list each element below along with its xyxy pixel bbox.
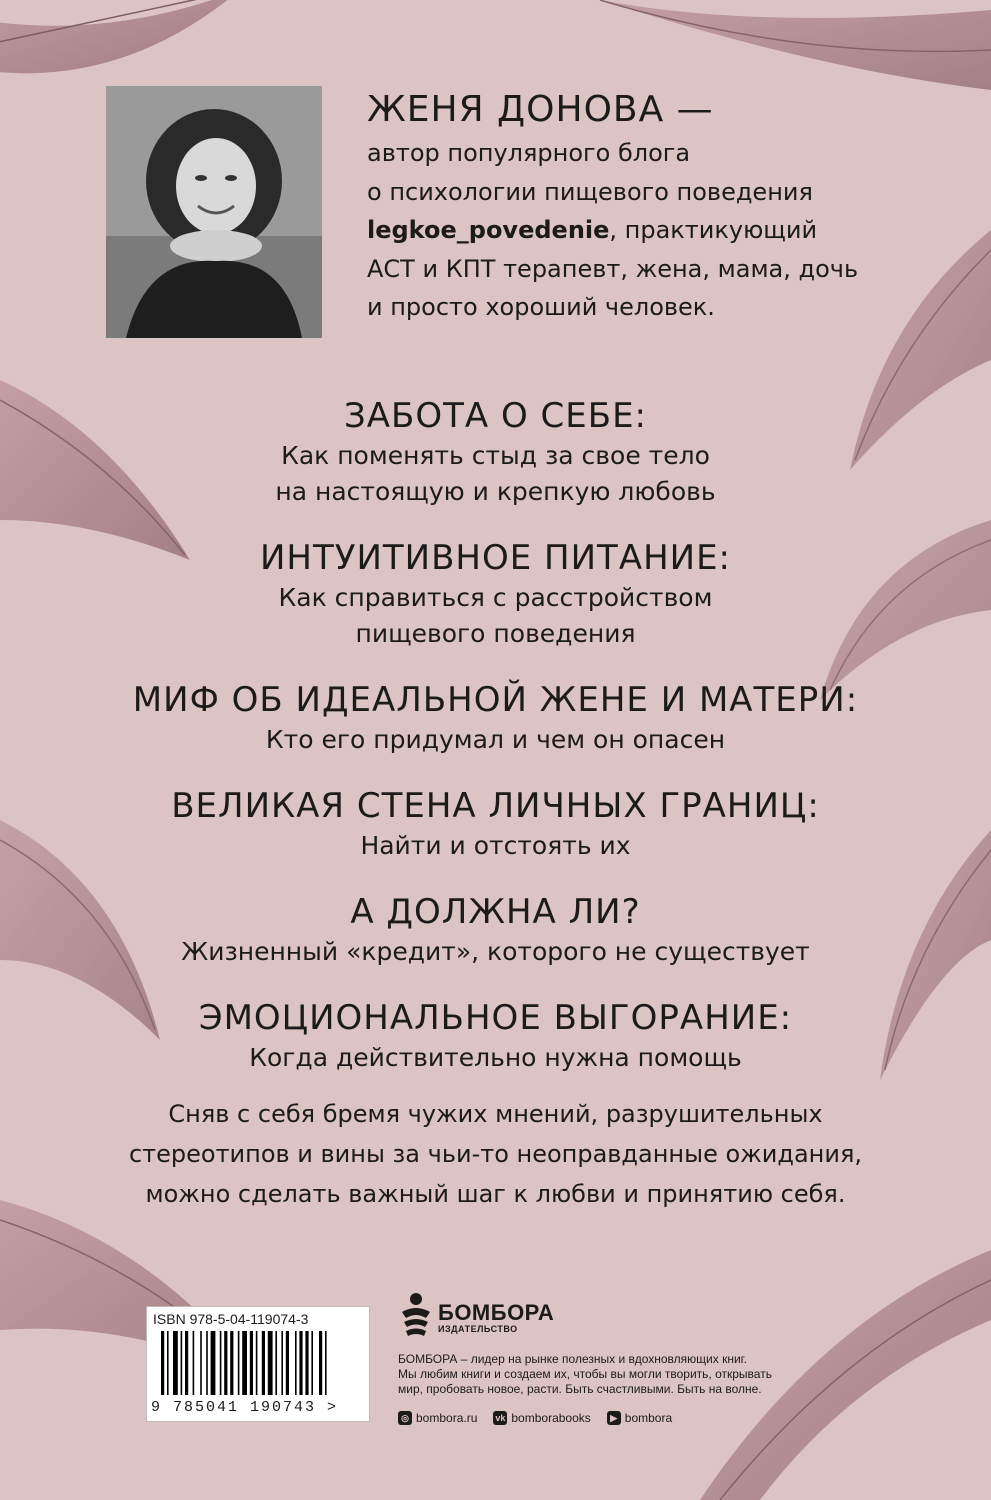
topic-item (0, 890, 991, 970)
feather-top-left (0, 0, 240, 73)
author-name: ЖЕНЯ ДОНОВА — (367, 89, 714, 130)
topic-item (0, 678, 991, 758)
topic-title: МИФ ОБ ИДЕАЛЬНОЙ ЖЕНЕ И МАТЕРИ: (132, 680, 859, 720)
topic-text: Как справиться с расстройством (278, 583, 713, 612)
isbn-label: ISBN 978-5-04-119074-3 (153, 1311, 309, 1327)
social-links (398, 1411, 838, 1425)
social-label: bombora (624, 1411, 673, 1425)
social-link-vk[interactable] (493, 1411, 590, 1425)
topics-list (0, 394, 991, 1102)
blog-handle: legkoe_povedenie (367, 216, 610, 244)
topic-text: на настоящую и крепкую любовь (275, 477, 716, 506)
publisher-sub: ИЗДАТЕЛЬСТВО (438, 1324, 518, 1334)
barcode-digits: 9 785041 190743 > (151, 1399, 339, 1416)
web-icon: ◎ (398, 1411, 412, 1425)
topic-title: А ДОЛЖНА ЛИ? (350, 892, 641, 932)
social-label: bombora.ru (416, 1411, 478, 1425)
author-bio-line-2: о психологии пищевого поведения (367, 177, 813, 206)
author-bio-line-4: АСТ и КПТ терапевт, жена, мама, дочь (367, 254, 859, 283)
barcode-bars (157, 1331, 359, 1397)
publisher-logo (398, 1290, 838, 1342)
publisher-desc-line: мир, пробовать новое, расти. Быть счастливыми. Быть на волне. (398, 1382, 762, 1396)
author-bio (338, 86, 898, 327)
isbn-barcode (146, 1306, 370, 1422)
summary-line: можно сделать важный шаг к любви и принятию себя. (145, 1180, 846, 1208)
social-link-video[interactable] (607, 1411, 672, 1425)
author-bio-line-3-rest: , практикующий (609, 216, 818, 244)
feather-top-right (600, 0, 991, 90)
topic-title: ЗАБОТА О СЕБЕ: (343, 396, 648, 436)
author-bio-line-5: и просто хороший человек. (367, 293, 715, 321)
summary-line: стереотипов и вины за чьи-то неоправданные ожидания, (128, 1140, 863, 1168)
summary-paragraph (0, 1094, 991, 1214)
topic-text: Жизненный «кредит», которого не существует (181, 937, 810, 966)
topic-text: Когда действительно нужна помощь (249, 1043, 742, 1072)
author-bio-line-3 (367, 211, 898, 250)
topic-title: ИНТУИТИВНОЕ ПИТАНИЕ: (259, 538, 732, 578)
vk-icon: vk (495, 1413, 506, 1423)
topic-title: ВЕЛИКАЯ СТЕНА ЛИЧНЫХ ГРАНИЦ: (171, 786, 820, 826)
topic-item (0, 996, 991, 1076)
topic-text: Как поменять стыд за свое тело (281, 441, 710, 470)
summary-line: Сняв с себя бремя чужих мнений, разрушительных (168, 1100, 823, 1128)
topic-item (0, 784, 991, 864)
topic-text: Кто его придумал и чем он опасен (265, 725, 726, 754)
topic-text: Найти и отстоять их (360, 831, 631, 860)
publisher-name: БОМБОРА (438, 1300, 555, 1325)
author-photo (106, 86, 322, 338)
publisher-desc-line: БОМБОРА – лидер на рынке полезных и вдохновляющих книг. (398, 1352, 747, 1366)
social-label: bomborabooks (511, 1411, 591, 1425)
video-icon: ▶ (607, 1411, 621, 1425)
publisher-desc-line: Мы любим книги и создаем их, чтобы вы могли творить, открывать (398, 1367, 772, 1381)
topic-item (0, 394, 991, 510)
topic-item (0, 536, 991, 652)
topic-text: пищевого поведения (355, 619, 636, 648)
topic-title: ЭМОЦИОНАЛЬНОЕ ВЫГОРАНИЕ: (198, 998, 793, 1038)
publisher-info (398, 1290, 838, 1425)
publisher-description (398, 1352, 838, 1397)
author-bio-line-1: автор популярного блога (367, 139, 691, 167)
bombora-logo-icon (398, 1290, 434, 1340)
social-link-website[interactable] (398, 1411, 477, 1425)
